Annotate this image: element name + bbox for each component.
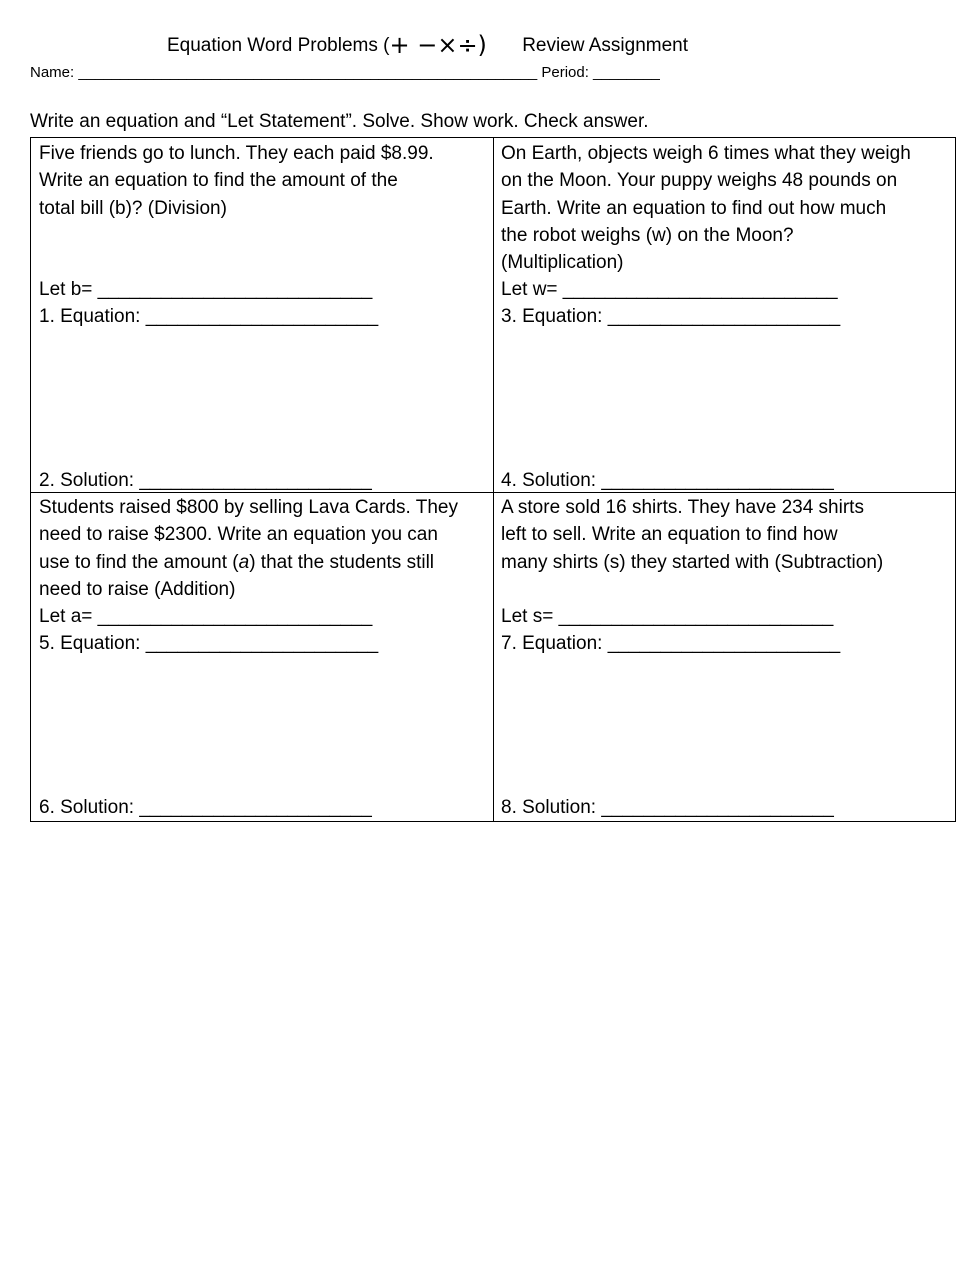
period-field[interactable]: Period: ________ xyxy=(541,64,660,81)
equation-blank[interactable]: 7. Equation: ______________________ xyxy=(501,633,841,654)
variable-a: a xyxy=(238,551,250,573)
problem-grid xyxy=(30,137,956,822)
problem-line: (Multiplication) xyxy=(501,252,624,274)
let-statement-blank[interactable]: Let a= __________________________ xyxy=(39,606,373,627)
problem-line: On Earth, objects weigh 6 times what they weigh xyxy=(501,143,911,164)
solution-blank[interactable]: 4. Solution: ______________________ xyxy=(501,470,834,491)
equation-blank[interactable]: 5. Equation: ______________________ xyxy=(39,633,379,654)
instructions: Write an equation and “Let Statement”. Solve. Show work. Check answer. xyxy=(30,111,649,132)
equation-blank[interactable]: 1. Equation: ______________________ xyxy=(39,306,379,327)
title-text: Equation Word Problems ( xyxy=(167,35,390,56)
problem-cell-2 xyxy=(493,138,956,493)
let-statement-blank[interactable]: Let s= __________________________ xyxy=(501,606,834,627)
name-period-line xyxy=(30,64,660,81)
problem-line: the robot weighs (w) on the Moon? xyxy=(501,224,794,246)
problem-text xyxy=(39,140,487,222)
problem-line: left to sell. Write an equation to find how xyxy=(501,524,838,546)
equation-blank[interactable]: 3. Equation: ______________________ xyxy=(501,306,841,327)
problem-line: on the Moon. Your puppy weighs 48 pounds on xyxy=(501,170,898,192)
operator-symbols: + −×÷) xyxy=(389,31,487,59)
solution-blank[interactable]: 8. Solution: ______________________ xyxy=(501,797,834,818)
name-field[interactable]: Name: _______________________________________________________ xyxy=(30,64,538,81)
worksheet-title xyxy=(167,31,688,59)
let-statement-blank[interactable]: Let w= __________________________ xyxy=(501,279,838,300)
problem-cell-4 xyxy=(493,492,956,822)
problem-text xyxy=(501,494,949,576)
review-assignment-label: Review Assignment xyxy=(522,35,688,56)
problem-line: Write an equation to find the amount of the xyxy=(39,170,398,192)
problem-cell-3 xyxy=(31,492,494,822)
problem-line: Earth. Write an equation to find out how much xyxy=(501,197,887,219)
problem-line: many shirts (s) they started with (Subtraction) xyxy=(501,551,884,573)
problem-line: need to raise $2300. Write an equation you can xyxy=(39,524,438,546)
problem-line: A store sold 16 shirts. They have 234 shirts xyxy=(501,497,864,518)
solution-blank[interactable]: 2. Solution: ______________________ xyxy=(39,470,372,491)
problem-line: use to find the amount (a) that the students still xyxy=(39,551,435,573)
problem-line: need to raise (Addition) xyxy=(39,578,236,600)
problem-cell-1 xyxy=(31,138,494,493)
problem-text xyxy=(501,140,949,276)
problem-line: total bill (b)? (Division) xyxy=(39,197,227,219)
problem-line: Five friends go to lunch. They each paid $8.99. xyxy=(39,143,434,164)
problem-line: Students raised $800 by selling Lava Cards. They xyxy=(39,497,458,518)
let-statement-blank[interactable]: Let b= __________________________ xyxy=(39,279,373,300)
solution-blank[interactable]: 6. Solution: ______________________ xyxy=(39,797,372,818)
problem-text xyxy=(39,494,487,603)
